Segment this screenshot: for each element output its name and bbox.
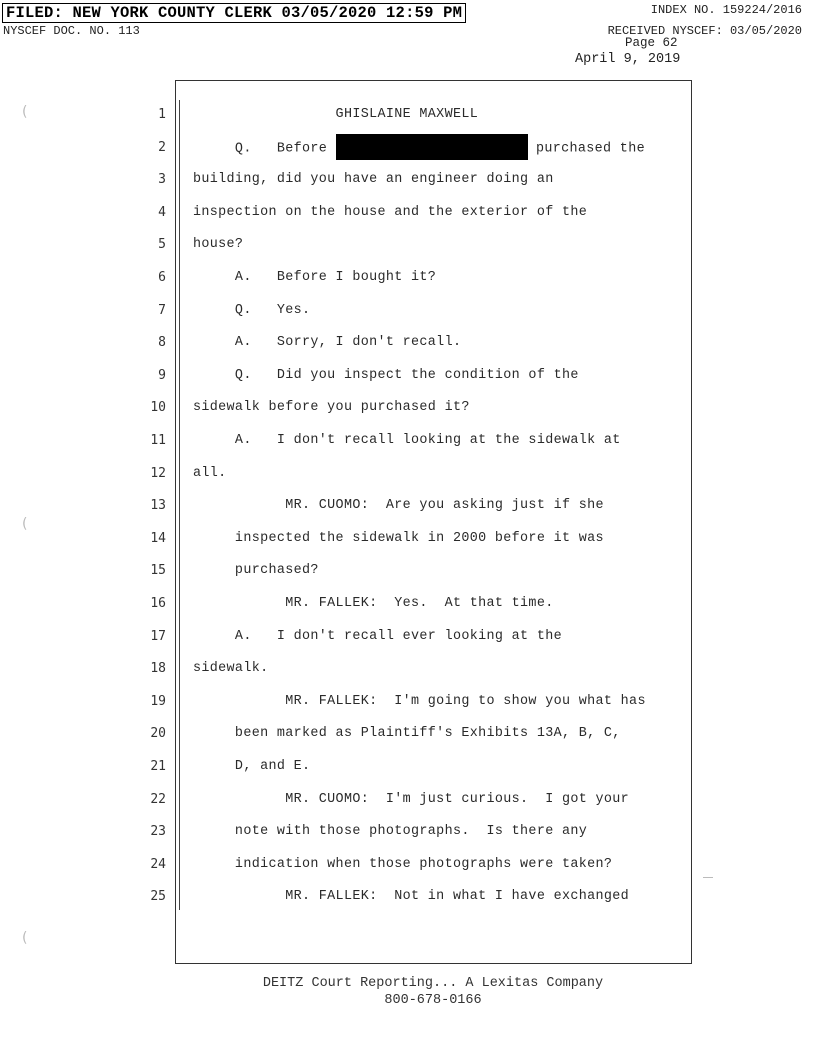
margin-paren-mark: ( (22, 930, 28, 946)
transcript-line: inspection on the house and the exterior of the (193, 205, 588, 220)
transcript-line: house? (193, 237, 244, 252)
line-number: 10 (150, 400, 166, 415)
transcript-line: A. Before I bought it? (193, 270, 437, 285)
transcript-line: indication when those photographs were taken? (193, 857, 613, 872)
nyscef-doc-number: NYSCEF DOC. NO. 113 (3, 24, 140, 38)
transcript-line: sidewalk before you purchased it? (193, 400, 470, 415)
line-number: 22 (150, 792, 166, 807)
line-number: 7 (158, 303, 166, 318)
line-number: 13 (150, 498, 166, 513)
transcript-line: building, did you have an engineer doing an (193, 172, 554, 187)
line-number: 3 (158, 172, 166, 187)
line-number: 9 (158, 368, 166, 383)
transcript-line: note with those photographs. Is there any (193, 824, 588, 839)
transcript-line: MR. FALLEK: Yes. At that time. (193, 596, 554, 611)
line-number: 18 (150, 661, 166, 676)
line-number: 11 (150, 433, 166, 448)
footer-company: DEITZ Court Reporting... A Lexitas Company (262, 976, 604, 991)
transcript-line: purchased? (193, 563, 319, 578)
transcript-line: inspected the sidewalk in 2000 before it was (193, 531, 604, 546)
transcript-line: sidewalk. (193, 661, 269, 676)
transcript-line-after-redaction: purchased the (527, 141, 645, 157)
transcript-line: Q. Did you inspect the condition of the (193, 368, 579, 383)
line-number: 2 (158, 140, 166, 155)
line-number: 19 (150, 694, 166, 709)
line-number: 4 (158, 205, 166, 220)
transcript-line: Q. Yes. (193, 303, 311, 318)
line-number: 5 (158, 237, 166, 252)
received-nyscef: RECEIVED NYSCEF: 03/05/2020 (607, 24, 802, 38)
line-number: 12 (150, 466, 166, 481)
transcript-line: GHISLAINE MAXWELL (193, 107, 479, 122)
transcript-line: been marked as Plaintiff's Exhibits 13A, B, C, (193, 726, 621, 741)
transcript-date: April 9, 2019 (575, 52, 681, 67)
margin-tick-mark (703, 877, 713, 878)
transcript-line (193, 140, 645, 158)
transcript-line-before-redaction: Q. Before (193, 141, 336, 157)
line-number: 6 (158, 270, 166, 285)
transcript-line: MR. FALLEK: I'm going to show you what has (193, 694, 646, 709)
line-number-rule (179, 100, 180, 910)
margin-paren-mark: ( (22, 104, 28, 120)
margin-paren-mark: ( (22, 516, 28, 532)
line-number: 8 (158, 335, 166, 350)
page-number: Page 62 (625, 36, 678, 50)
index-number: INDEX NO. 159224/2016 (650, 3, 802, 17)
transcript-line: A. I don't recall looking at the sidewalk at (193, 433, 621, 448)
line-number: 16 (150, 596, 166, 611)
transcript-line: MR. CUOMO: I'm just curious. I got your (193, 792, 630, 807)
footer-phone: 800-678-0166 (384, 993, 482, 1008)
redaction-box (336, 134, 528, 160)
transcript-line: MR. FALLEK: Not in what I have exchanged (193, 889, 630, 904)
line-number: 23 (150, 824, 166, 839)
line-number: 15 (150, 563, 166, 578)
line-number: 25 (150, 889, 166, 904)
transcript-line: A. Sorry, I don't recall. (193, 335, 462, 350)
line-number: 17 (150, 629, 166, 644)
line-number: 20 (150, 726, 166, 741)
line-number: 21 (150, 759, 166, 774)
transcript-line: A. I don't recall ever looking at the (193, 629, 562, 644)
transcript-line: D, and E. (193, 759, 311, 774)
line-number: 24 (150, 857, 166, 872)
transcript-line: MR. CUOMO: Are you asking just if she (193, 498, 604, 513)
line-number: 14 (150, 531, 166, 546)
line-number: 1 (158, 107, 166, 122)
filed-stamp: FILED: NEW YORK COUNTY CLERK 03/05/2020 12:59 PM (2, 3, 466, 23)
transcript-line: all. (193, 466, 227, 481)
